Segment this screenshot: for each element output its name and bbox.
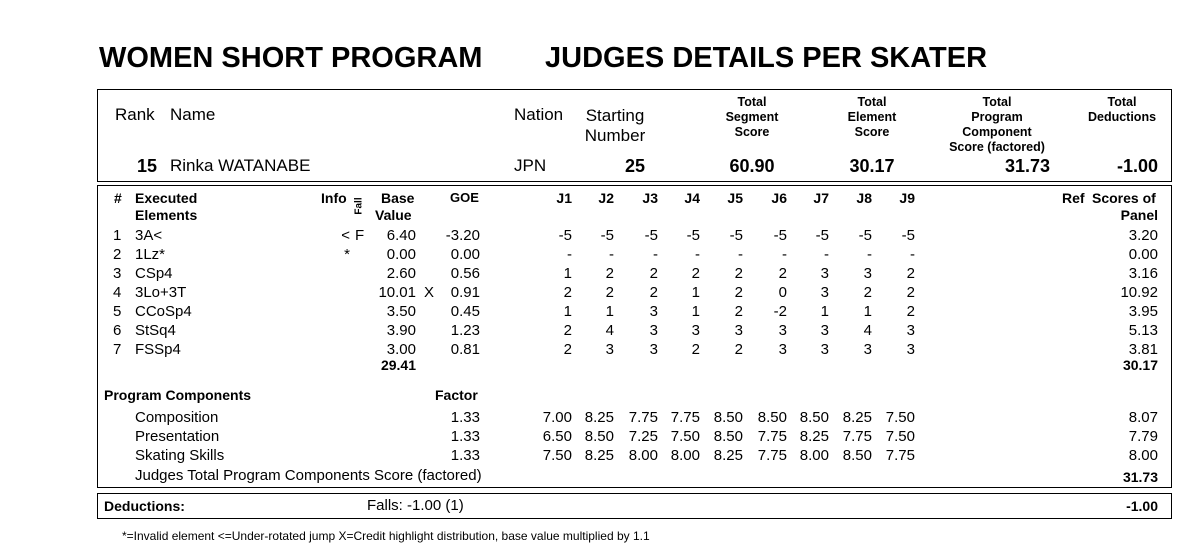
element-goe: 0.81 bbox=[450, 341, 480, 358]
element-judge-score: - bbox=[824, 246, 829, 263]
element-base-value: 6.40 bbox=[386, 227, 416, 244]
element-judge-score: 2 bbox=[605, 284, 614, 301]
svg-text:Fall: Fall bbox=[353, 197, 365, 215]
element-name: CCoSp4 bbox=[135, 303, 192, 320]
element-judge-score: - bbox=[609, 246, 614, 263]
element-judge-score: 1 bbox=[691, 303, 700, 320]
element-panel-score: 3.16 bbox=[1128, 265, 1158, 282]
element-judge-score: 1 bbox=[820, 303, 829, 320]
element-number: 6 bbox=[113, 322, 122, 339]
element-judge-score: 3 bbox=[605, 341, 614, 358]
element-judge-score: -5 bbox=[729, 227, 743, 244]
element-info: < bbox=[341, 227, 350, 244]
element-judge-score: 2 bbox=[649, 265, 658, 282]
element-judge-score: 3 bbox=[778, 341, 787, 358]
element-judge-score: 2 bbox=[863, 284, 872, 301]
element-number-header: # bbox=[114, 190, 122, 206]
executed-header: Executed bbox=[135, 190, 198, 206]
total-pcs-score: 31.73 bbox=[1004, 156, 1050, 176]
skater-nation: JPN bbox=[514, 156, 547, 175]
component-factor: 1.33 bbox=[450, 447, 480, 464]
component-judge-score: 7.75 bbox=[757, 428, 787, 445]
element-panel-score: 3.20 bbox=[1128, 227, 1158, 244]
element-judge-score: - bbox=[867, 246, 872, 263]
element-judge-score: -5 bbox=[686, 227, 700, 244]
element-judge-score: - bbox=[567, 246, 572, 263]
element-judge-score: 3 bbox=[649, 303, 658, 320]
element-base-value: 3.50 bbox=[386, 303, 416, 320]
element-judge-score: 1 bbox=[691, 284, 700, 301]
component-name: Presentation bbox=[135, 428, 220, 445]
element-name: 3Lo+3T bbox=[135, 284, 187, 301]
element-judge-score: - bbox=[653, 246, 658, 263]
skater-rank: 15 bbox=[136, 156, 157, 176]
component-judge-score: 8.50 bbox=[799, 409, 829, 426]
info-header: Info bbox=[321, 190, 347, 206]
element-info: * bbox=[344, 246, 350, 263]
element-panel-score: 3.81 bbox=[1128, 341, 1158, 358]
judge-header: J4 bbox=[684, 190, 700, 206]
total-deductions: -1.00 bbox=[1116, 156, 1158, 176]
element-judge-score: - bbox=[782, 246, 787, 263]
goe-header: GOE bbox=[450, 190, 479, 205]
starting-number-label: Starting Number bbox=[584, 106, 646, 145]
element-judge-score: 2 bbox=[563, 341, 572, 358]
program-components-header: Program Components bbox=[104, 387, 252, 403]
component-judge-score: 8.50 bbox=[713, 428, 743, 445]
component-judge-score: 8.25 bbox=[842, 409, 872, 426]
element-judge-score: 0 bbox=[778, 284, 787, 301]
pcs-total-label: Judges Total Program Components Score (factored) bbox=[135, 467, 482, 484]
element-judge-score: 3 bbox=[691, 322, 700, 339]
component-judge-score: 8.25 bbox=[584, 447, 614, 464]
component-panel-score: 8.00 bbox=[1128, 447, 1158, 464]
judge-header: J1 bbox=[556, 190, 572, 206]
total-segment-score: 60.90 bbox=[729, 156, 775, 176]
element-judge-score: 4 bbox=[605, 322, 614, 339]
total-element-score: 30.17 bbox=[849, 156, 895, 176]
judge-header: J7 bbox=[813, 190, 829, 206]
component-judge-score: 7.50 bbox=[885, 428, 915, 445]
element-panel-score: 5.13 bbox=[1128, 322, 1158, 339]
falls-deduction: Falls: -1.00 (1) bbox=[367, 497, 464, 514]
component-judge-score: 7.50 bbox=[670, 428, 700, 445]
component-panel-score: 8.07 bbox=[1128, 409, 1158, 426]
element-goe: -3.20 bbox=[445, 227, 480, 244]
element-number: 4 bbox=[113, 284, 122, 301]
element-judge-score: - bbox=[910, 246, 915, 263]
total-element-score-label: Total Element Score bbox=[847, 95, 897, 139]
element-panel-score: 0.00 bbox=[1128, 246, 1158, 263]
element-judge-score: 2 bbox=[734, 341, 743, 358]
judge-header: J5 bbox=[727, 190, 743, 206]
element-judge-score: 1 bbox=[863, 303, 872, 320]
element-number: 5 bbox=[113, 303, 122, 320]
deductions-box bbox=[97, 493, 1172, 519]
scores-of-header: Scores of bbox=[1092, 190, 1156, 206]
pcs-total: 31.73 bbox=[1122, 469, 1158, 485]
element-judge-score: 4 bbox=[863, 322, 872, 339]
element-number: 1 bbox=[113, 227, 122, 244]
element-goe: 0.45 bbox=[450, 303, 480, 320]
value-header: Value bbox=[375, 207, 412, 223]
component-name: Composition bbox=[135, 409, 219, 426]
element-fall-mark: F bbox=[355, 227, 365, 244]
deductions-label: Deductions: bbox=[104, 498, 185, 514]
component-judge-score: 7.50 bbox=[885, 409, 915, 426]
skater-name: Rinka WATANABE bbox=[170, 156, 311, 175]
elements-header: Elements bbox=[135, 207, 198, 223]
element-judge-score: -5 bbox=[558, 227, 572, 244]
element-judge-score: 3 bbox=[863, 341, 872, 358]
judge-header: J3 bbox=[642, 190, 658, 206]
element-judge-score: 3 bbox=[649, 322, 658, 339]
element-judge-score: 2 bbox=[563, 322, 572, 339]
component-judge-score: 7.25 bbox=[628, 428, 658, 445]
component-name: Skating Skills bbox=[135, 447, 225, 464]
component-judge-score: 8.50 bbox=[713, 409, 743, 426]
component-judge-score: 7.75 bbox=[670, 409, 700, 426]
element-judge-score: 3 bbox=[906, 341, 915, 358]
element-judge-score: 3 bbox=[734, 322, 743, 339]
element-base-value: 10.01 bbox=[378, 284, 416, 301]
component-judge-score: 8.50 bbox=[584, 428, 614, 445]
element-judge-score: -5 bbox=[644, 227, 658, 244]
base-header: Base bbox=[381, 190, 415, 206]
component-judge-score: 7.75 bbox=[842, 428, 872, 445]
component-judge-score: 8.25 bbox=[584, 409, 614, 426]
element-judge-score: 3 bbox=[863, 265, 872, 282]
element-judge-score: 2 bbox=[563, 284, 572, 301]
component-judge-score: 8.50 bbox=[842, 447, 872, 464]
element-judge-score: 3 bbox=[906, 322, 915, 339]
element-judge-score: 1 bbox=[563, 265, 572, 282]
element-name: CSp4 bbox=[135, 265, 173, 282]
element-judge-score: 3 bbox=[820, 284, 829, 301]
component-judge-score: 6.50 bbox=[542, 428, 572, 445]
element-judge-score: - bbox=[695, 246, 700, 263]
nation-label: Nation bbox=[514, 105, 564, 124]
component-judge-score: 8.00 bbox=[628, 447, 658, 464]
element-judge-score: 3 bbox=[649, 341, 658, 358]
component-judge-score: 7.75 bbox=[885, 447, 915, 464]
fall-header-label bbox=[352, 195, 366, 217]
element-judge-score: 3 bbox=[778, 322, 787, 339]
component-factor: 1.33 bbox=[450, 428, 480, 445]
element-judge-score: - bbox=[738, 246, 743, 263]
element-judge-score: -5 bbox=[600, 227, 614, 244]
element-judge-score: 1 bbox=[563, 303, 572, 320]
judge-header: J9 bbox=[899, 190, 915, 206]
element-judge-score: 2 bbox=[691, 341, 700, 358]
element-goe: 0.91 bbox=[450, 284, 480, 301]
judge-header: J8 bbox=[856, 190, 872, 206]
element-goe: 1.23 bbox=[450, 322, 480, 339]
component-judge-score: 8.00 bbox=[799, 447, 829, 464]
starting-number: 25 bbox=[624, 156, 645, 176]
element-judge-score: -2 bbox=[773, 303, 787, 320]
element-judge-score: 2 bbox=[691, 265, 700, 282]
element-judge-score: 2 bbox=[906, 265, 915, 282]
rank-label: Rank bbox=[115, 105, 155, 124]
element-name: StSq4 bbox=[135, 322, 176, 339]
component-factor: 1.33 bbox=[450, 409, 480, 426]
element-judge-score: 2 bbox=[906, 303, 915, 320]
element-goe: 0.00 bbox=[450, 246, 480, 263]
ref-header: Ref bbox=[1062, 190, 1085, 206]
element-bonus-mark: X bbox=[424, 284, 435, 301]
element-number: 7 bbox=[113, 341, 122, 358]
element-judge-score: 2 bbox=[734, 265, 743, 282]
element-name: 1Lz* bbox=[135, 246, 166, 263]
element-judge-score: -5 bbox=[815, 227, 829, 244]
element-judge-score: -5 bbox=[858, 227, 872, 244]
element-judge-score: 1 bbox=[605, 303, 614, 320]
element-judge-score: 3 bbox=[820, 341, 829, 358]
component-judge-score: 8.25 bbox=[713, 447, 743, 464]
deductions-total: -1.00 bbox=[1126, 498, 1158, 514]
component-judge-score: 7.50 bbox=[542, 447, 572, 464]
element-base-value: 3.90 bbox=[386, 322, 416, 339]
element-number: 2 bbox=[113, 246, 122, 263]
base-value-total: 29.41 bbox=[380, 357, 416, 373]
total-deductions-label: Total Deductions bbox=[1087, 95, 1157, 124]
component-judge-score: 8.50 bbox=[757, 409, 787, 426]
element-number: 3 bbox=[113, 265, 122, 282]
component-judge-score: 8.00 bbox=[670, 447, 700, 464]
total-segment-score-label: Total Segment Score bbox=[725, 95, 779, 139]
element-judge-score: 2 bbox=[734, 303, 743, 320]
element-judge-score: 2 bbox=[734, 284, 743, 301]
element-judge-score: -5 bbox=[901, 227, 915, 244]
segment-title: WOMEN SHORT PROGRAM bbox=[99, 42, 483, 74]
judge-header: J2 bbox=[598, 190, 614, 206]
component-judge-score: 7.75 bbox=[628, 409, 658, 426]
component-judge-score: 7.75 bbox=[757, 447, 787, 464]
element-panel-score: 10.92 bbox=[1120, 284, 1158, 301]
element-judge-score: -5 bbox=[773, 227, 787, 244]
element-name: FSSp4 bbox=[135, 341, 181, 358]
name-label: Name bbox=[170, 105, 216, 124]
component-panel-score: 7.79 bbox=[1128, 428, 1158, 445]
element-base-value: 3.00 bbox=[386, 341, 416, 358]
component-judge-score: 8.25 bbox=[799, 428, 829, 445]
legend: *=Invalid element <=Under-rotated jump X=Credit highlight distribution, base value multiplied by 1.1 bbox=[122, 529, 650, 543]
factor-header: Factor bbox=[435, 387, 478, 403]
total-pcs-label: Total Program Component Score (factored) bbox=[949, 95, 1045, 154]
element-name: 3A< bbox=[135, 227, 163, 244]
element-base-value: 2.60 bbox=[386, 265, 416, 282]
element-judge-score: 2 bbox=[778, 265, 787, 282]
component-judge-score: 7.00 bbox=[542, 409, 572, 426]
panel-header: Panel bbox=[1120, 207, 1158, 223]
elements-score-total: 30.17 bbox=[1122, 357, 1158, 373]
report-title: JUDGES DETAILS PER SKATER bbox=[545, 42, 988, 74]
element-goe: 0.56 bbox=[450, 265, 480, 282]
judge-header: J6 bbox=[771, 190, 787, 206]
element-judge-score: 2 bbox=[649, 284, 658, 301]
element-judge-score: 3 bbox=[820, 322, 829, 339]
element-panel-score: 3.95 bbox=[1128, 303, 1158, 320]
element-base-value: 0.00 bbox=[386, 246, 416, 263]
element-judge-score: 2 bbox=[605, 265, 614, 282]
element-judge-score: 3 bbox=[820, 265, 829, 282]
element-judge-score: 2 bbox=[906, 284, 915, 301]
